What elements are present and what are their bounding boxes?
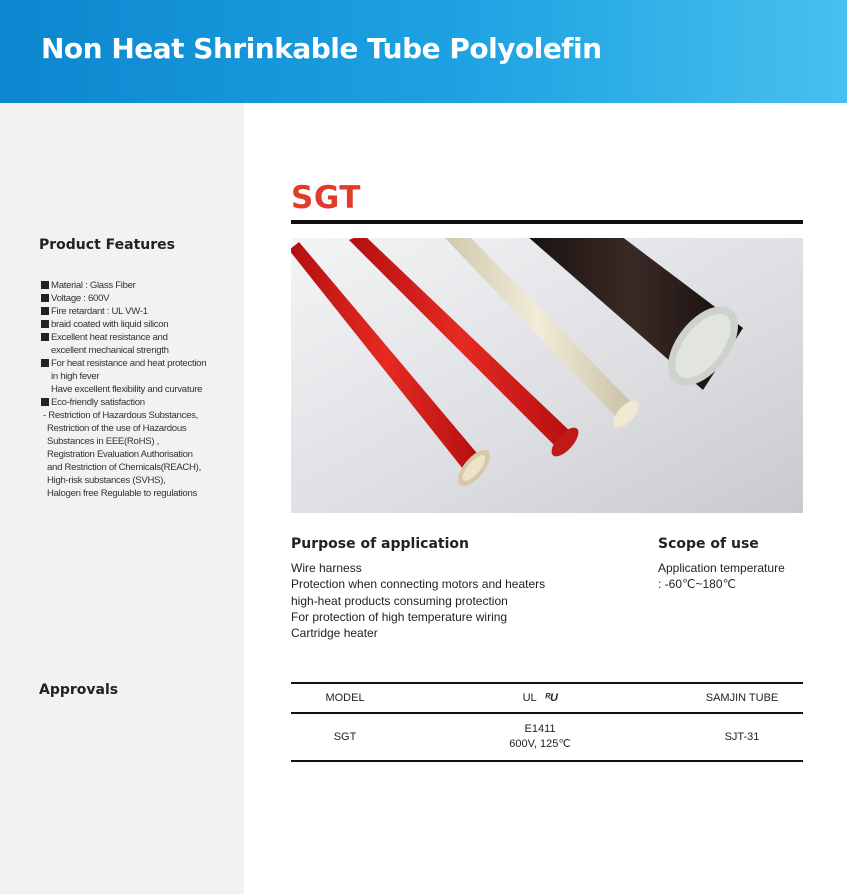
table-row xyxy=(291,714,803,762)
purpose-heading: Purpose of application xyxy=(291,536,469,552)
purpose-item: high-heat products consuming protection xyxy=(291,593,508,608)
feature-list xyxy=(40,279,240,500)
feature-item: Fire retardant : UL VW-1 xyxy=(40,305,240,318)
feature-item-continued: Have excellent flexibility and curvature xyxy=(51,384,203,395)
feature-item: Excellent heat resistance and xyxy=(40,331,240,344)
header-ul: UL ᴿU xyxy=(522,692,558,704)
regulation-line: Halogen free Regulable to regulations xyxy=(47,488,197,499)
scope-item: Application temperature xyxy=(658,561,785,575)
regulation-line: and Restriction of Chemicals(REACH), xyxy=(47,462,201,473)
bullet-square-icon xyxy=(41,307,49,315)
purpose-list xyxy=(291,560,545,641)
scope-list xyxy=(658,560,785,593)
feature-item: Material : Glass Fiber xyxy=(40,279,240,292)
cell-ul: E1411 600V, 125℃ xyxy=(509,723,571,750)
scope-item: : -60℃~180℃ xyxy=(658,577,736,592)
bullet-square-icon xyxy=(41,320,49,328)
header-samjin: SAMJIN TUBE xyxy=(705,692,779,704)
bullet-square-icon xyxy=(41,359,49,367)
approvals-table xyxy=(291,682,803,762)
page-title: Non Heat Shrinkable Tube Polyolefin xyxy=(41,32,602,65)
purpose-item: For protection of high temperature wiring xyxy=(291,609,508,624)
regulation-line: - Restriction of Hazardous Substances, xyxy=(43,410,198,421)
cell-samjin: SJT-31 xyxy=(724,730,760,743)
feature-item-continued: in high fever xyxy=(51,371,100,382)
table-header-row xyxy=(291,682,803,714)
cell-model: SGT xyxy=(333,730,357,743)
feature-item-continued: excellent mechanical strength xyxy=(51,345,169,356)
title-divider xyxy=(291,220,803,224)
bullet-square-icon xyxy=(41,333,49,341)
bullet-square-icon xyxy=(41,294,49,302)
feature-item: Voltage : 600V xyxy=(40,292,240,305)
header-model: MODEL xyxy=(325,692,365,704)
regulation-line: Restriction of the use of Hazardous xyxy=(47,423,187,434)
product-features-heading: Product Features xyxy=(39,237,175,253)
bullet-square-icon xyxy=(41,281,49,289)
bullet-square-icon xyxy=(41,398,49,406)
header-banner xyxy=(0,0,847,103)
model-title: SGT xyxy=(291,180,361,216)
purpose-item: Cartridge heater xyxy=(291,626,378,641)
feature-item: Eco-friendly satisfaction xyxy=(40,396,240,409)
feature-item: For heat resistance and heat protection xyxy=(40,357,240,370)
purpose-item: Wire harness xyxy=(291,561,362,575)
ul-recognized-mark-icon: ᴿU xyxy=(544,692,558,704)
product-photo xyxy=(291,238,803,513)
purpose-item: Protection when connecting motors and heaters xyxy=(291,577,546,592)
regulation-line: Registration Evaluation Authorisation xyxy=(47,449,193,460)
regulation-line: Substances in EEE(RoHS) , xyxy=(47,436,159,447)
approvals-heading: Approvals xyxy=(39,682,119,698)
feature-item: braid coated with liquid silicon xyxy=(40,318,240,331)
scope-heading: Scope of use xyxy=(658,536,759,552)
regulation-line: High-risk substances (SVHS), xyxy=(47,475,166,486)
